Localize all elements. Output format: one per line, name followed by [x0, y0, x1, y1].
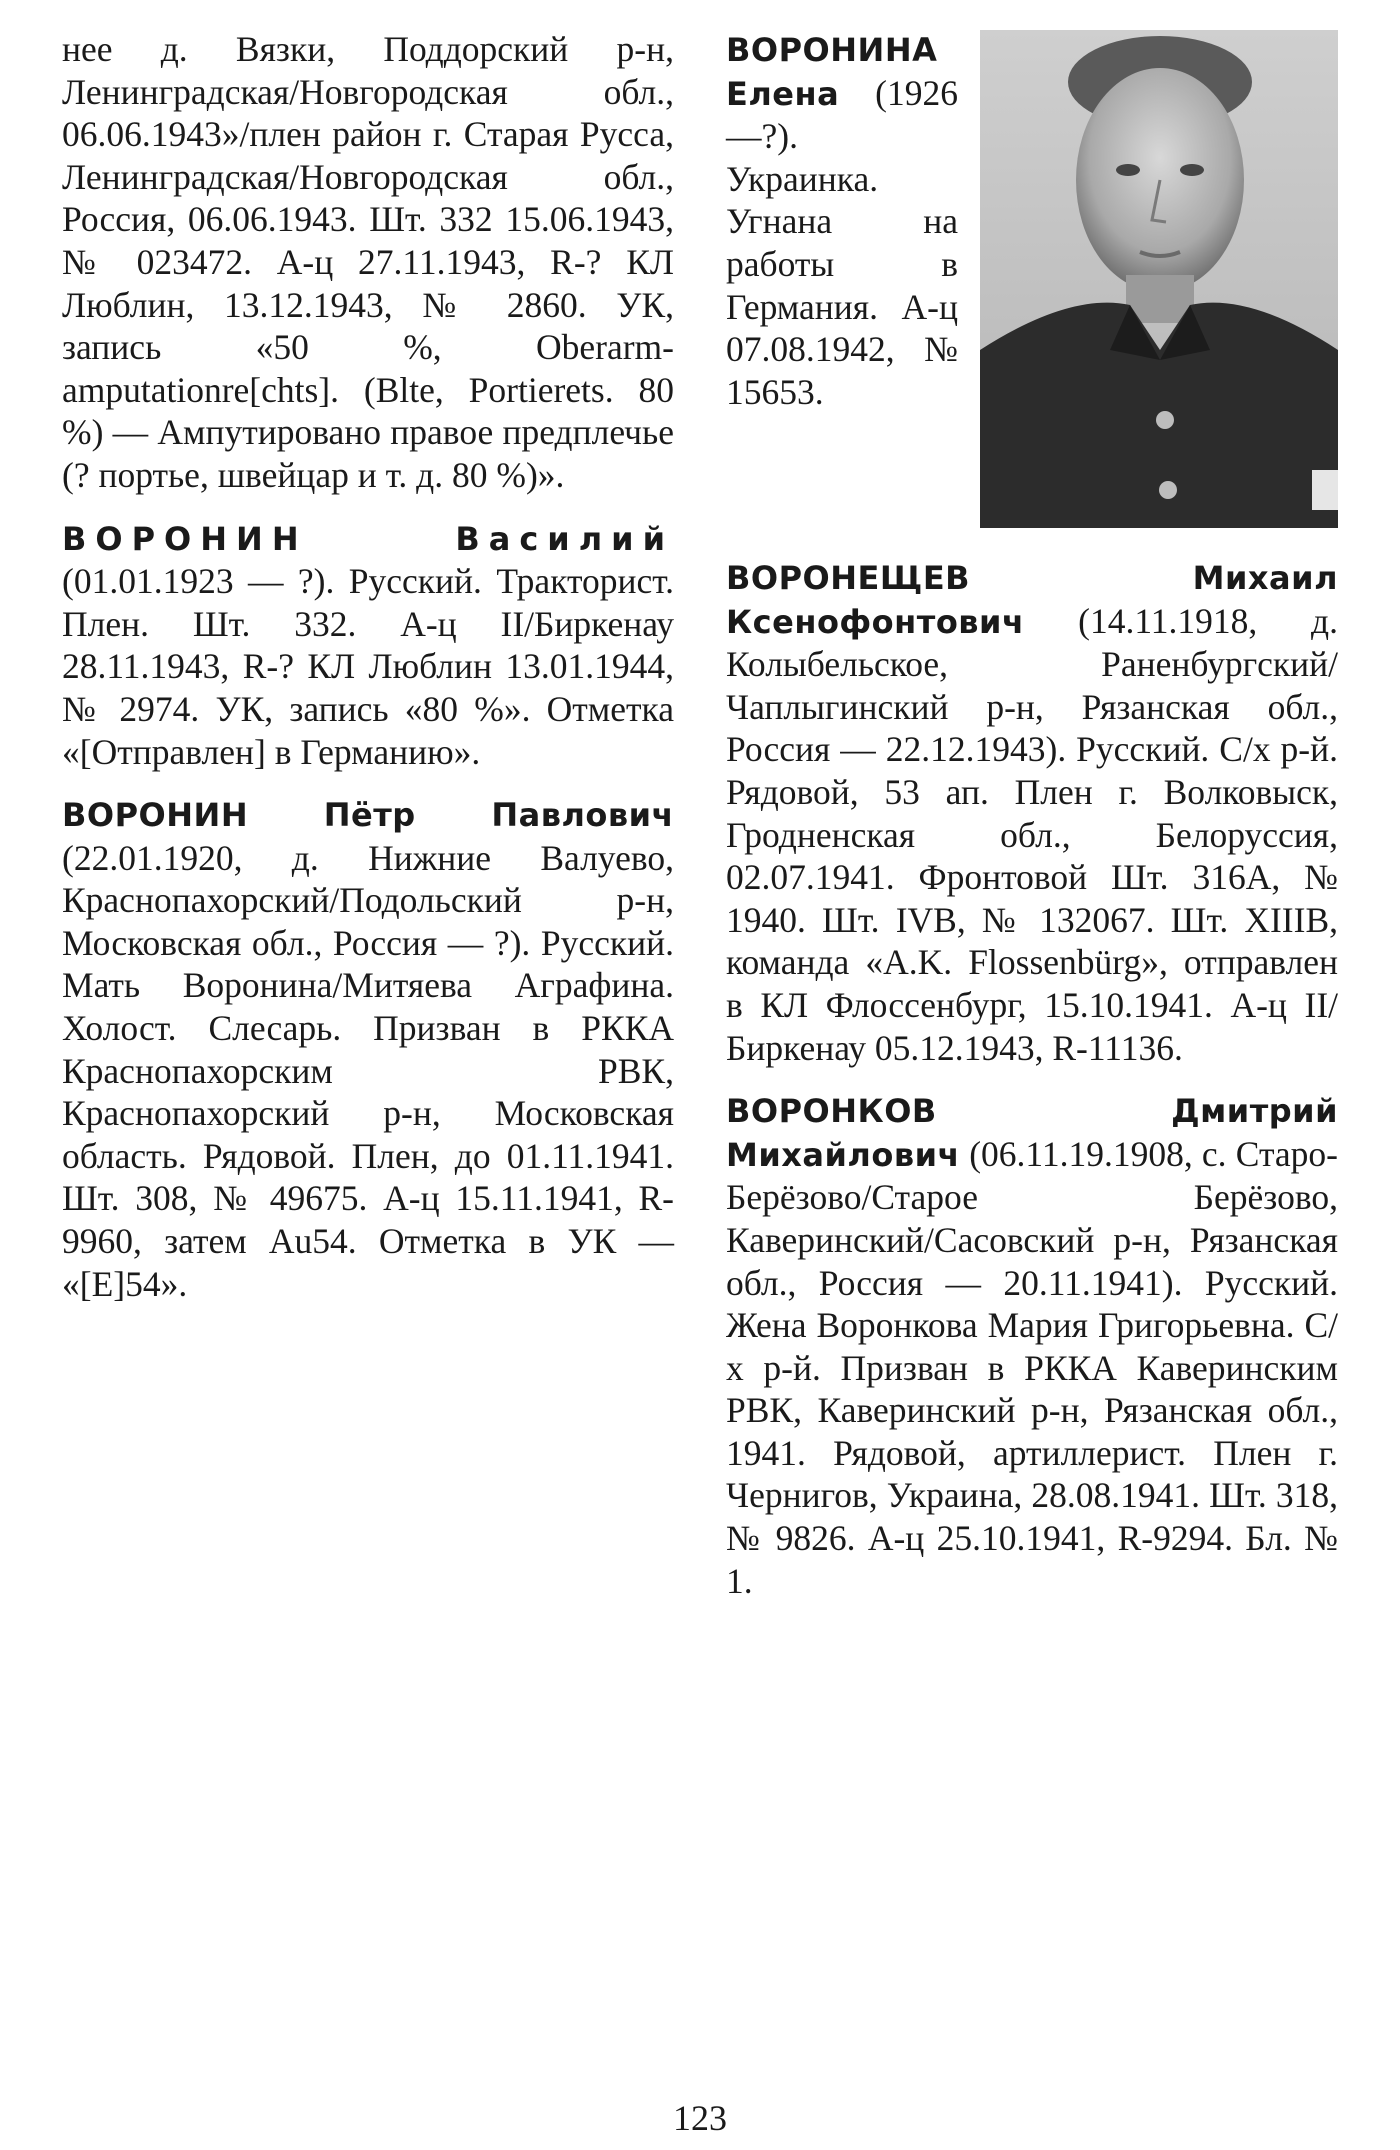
portrait-photo: [980, 30, 1338, 528]
entry-voronkov-dmitriy: [726, 1089, 1338, 1602]
entry-name: ВОРОНИН Пётр Павлович: [62, 796, 674, 835]
entry-text: (22.01.1920, д. Нижние Валуево, Краснопахорский/Подольский р-н, Московская обл., Россия — ?). Русский. Мать Воронина/Митяева Аграфина. Холост. Слесарь. Призван в РККА Краснопахорским РВК, Краснопахорский р-н, Московская область. Рядовой. Плен, до 01.11.1941. Шт. 308, № 49675. А-ц 15.11.1941, R-9960, затем Au54. Отметка в УК — «[E]54».: [62, 837, 674, 1304]
left-column: [62, 28, 674, 1325]
entry-name: ВОРОНИН Василий: [62, 519, 674, 558]
entry-text: (06.11.19.1908, с. Старо-Берёзово/Старое Берёзово, Каверинский/Сасовский р-н, Рязанская обл., Россия — 20.11.1941). Русский. Жена Воронкова Мария Григорьевна. С/х р-й. Призван в РККА Каверинским РВК, Каверинский р-н, Рязанская обл., 1941. Рядовой, артиллерист. Плен г. Чернигов, Украина, 28.08.1941. Шт. 318, № 9826. А-ц 25.10.1941, R-9294. Бл. № 1.: [726, 1133, 1338, 1601]
entry-name: ВОРОНЕЩЕВ Михаил Ксенофонтович: [726, 559, 1338, 641]
entry-voronin-petr: [62, 793, 674, 1305]
page-number: 123: [673, 2098, 727, 2138]
entry-paragraph: [726, 556, 1338, 1069]
portrait-image: [980, 30, 1338, 528]
entry-text: (1926—?). Украинка. Угнана на работы в Германия. А-ц 07.08.1942, № 15653.: [726, 72, 958, 412]
entry-paragraph: [726, 1089, 1338, 1602]
entry-text: (14.11.1918, д. Колыбельское, Раненбургский/Чаплыгинский р-н, Рязанская обл., Россия — 22.12.1943). Русский. С/х р-й. Рядовой, 53 ап. Плен г. Волковыск, Гродненская обл., Белоруссия, 02.07.1941. Фронтовой Шт. 316А, № 1940. Шт. IVB, № 132067. Шт. XIIIB, команда «A.K. Flossenbürg», отправлен в КЛ Флоссенбург, 15.10.1941. А-ц II/Биркенау 05.12.1943, R-11136.: [726, 600, 1338, 1068]
entry-voronina-elena: [726, 28, 1338, 536]
entry-continuation: [62, 28, 674, 497]
entry-voronin-vasiliy: [62, 517, 674, 774]
entry-voroneschev-mikhail: [726, 556, 1338, 1069]
entry-paragraph: [62, 517, 674, 774]
entry-name: ВОРОНИНА Елена: [726, 31, 938, 113]
right-column: [726, 28, 1338, 1622]
entry-text: (01.01.1923 — ?). Русский. Тракторист. Плен. Шт. 332. А-ц II/Биркенау 28.11.1943, R-? КЛ Люблин 13.01.1944, № 2974. УК, запись «80 %». Отметка «[Отправлен] в Германию».: [62, 561, 674, 772]
entry-paragraph: [62, 793, 674, 1305]
entry-text: нее д. Вязки, Поддорский р-н, Ленинградская/Новгородская обл., 06.06.1943»/плен район г. Старая Русса, Ленинградская/Новгородская обл., Россия, 06.06.1943. Шт. 332 15.06.1943, № 023472. А-ц 27.11.1943, R-? КЛ Люблин, 13.12.1943, № 2860. УК, запись «50 %, Oberarmamputationre[chts]. (Blte, Portierets. 80 %) — Ампутировано правое предплечье (? портье, швейцар и т. д. 80 %)».: [62, 29, 674, 495]
entry-name: ВОРОНКОВ Дмитрий Михайлович: [726, 1092, 1338, 1174]
